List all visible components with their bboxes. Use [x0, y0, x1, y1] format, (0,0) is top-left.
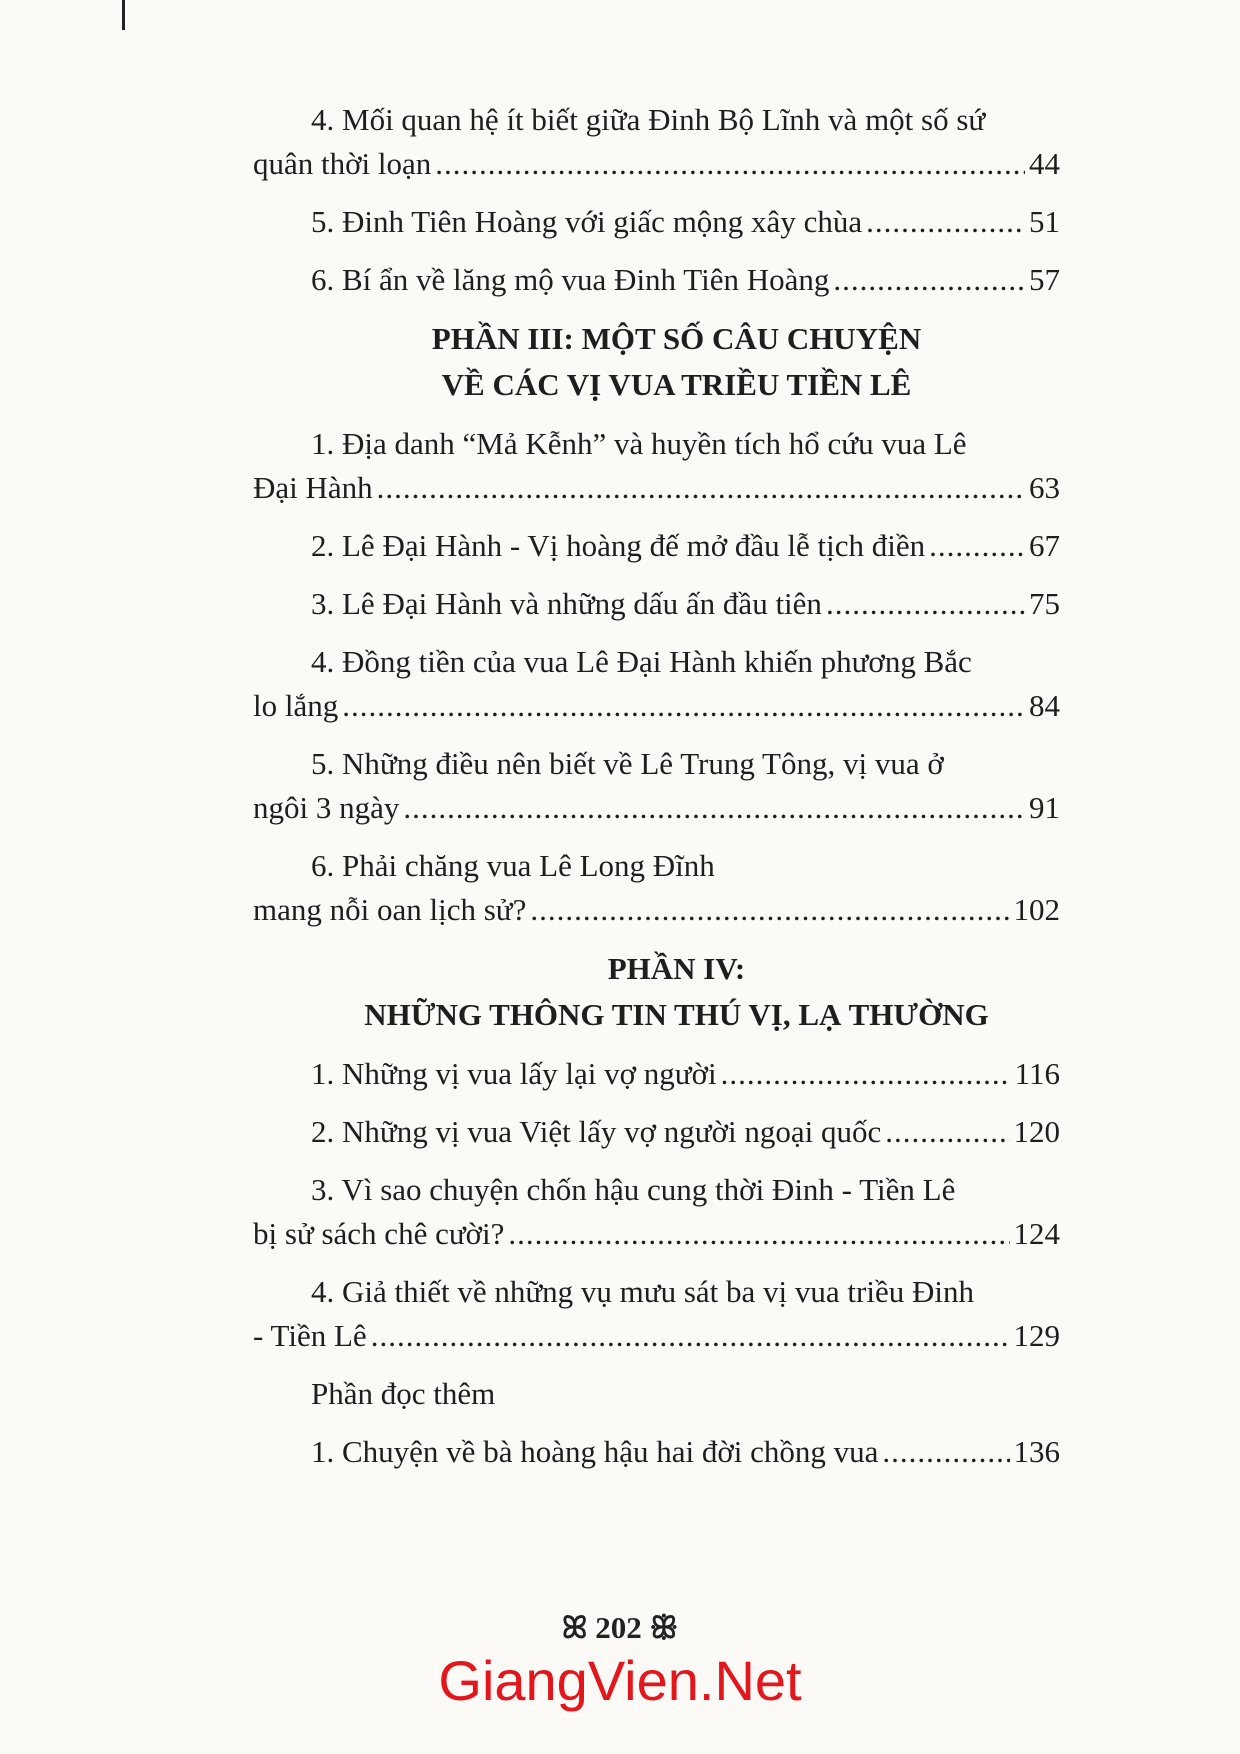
part-4-heading-line1: PHẦN IV: [607, 951, 746, 986]
toc-page-number: 44 [1029, 146, 1060, 181]
part-4-heading [253, 946, 1060, 1038]
toc-entry-title: 4. Mối quan hệ ít biết giữa Đinh Bộ Lĩnh và một số sứ [311, 102, 986, 137]
toc-entry-line [253, 142, 1060, 186]
dot-leader [885, 1110, 1009, 1154]
toc-entry [253, 844, 1060, 932]
toc-entry-title: 3. Vì sao chuyện chốn hậu cung thời Đinh - Tiền Lê [311, 1172, 956, 1207]
part-4-entries [253, 1052, 1060, 1358]
toc-entry-line [253, 582, 1060, 626]
toc-entry-line [253, 1110, 1060, 1154]
toc-entry [253, 1110, 1060, 1154]
toc-entry-title: lo lắng [253, 688, 339, 723]
toc-entry-line [253, 1270, 1060, 1314]
toc-entry-title: ngôi 3 ngày [253, 790, 400, 825]
extra-reading-heading: Phần đọc thêm [311, 1376, 496, 1411]
dot-leader [721, 1052, 1011, 1096]
toc-entry-title: 3. Lê Đại Hành và những dấu ấn đầu tiên [311, 586, 822, 621]
toc-page-number: 136 [1013, 1434, 1060, 1469]
dot-leader [826, 582, 1025, 626]
toc-entry [253, 98, 1060, 186]
toc-entry-line [253, 258, 1060, 302]
toc-entry [253, 524, 1060, 568]
toc-entry-line [253, 466, 1060, 510]
section-continued [253, 98, 1060, 302]
toc-entry-line [253, 200, 1060, 244]
dot-leader [403, 786, 1025, 830]
toc-entry [253, 1430, 1060, 1474]
toc-entry [253, 1052, 1060, 1096]
toc-page-number: 67 [1029, 528, 1060, 563]
toc-page-number: 129 [1013, 1318, 1060, 1353]
spine-edge-mark [122, 0, 125, 30]
toc-entry-line [253, 888, 1060, 932]
dot-leader [929, 524, 1025, 568]
toc-entry [253, 422, 1060, 510]
part-3-heading-line2: VỀ CÁC VỊ VUA TRIỀU TIỀN LÊ [441, 367, 912, 402]
toc-entry [253, 1270, 1060, 1358]
toc-entry [253, 200, 1060, 244]
toc-entry-line [253, 1212, 1060, 1256]
toc-entry-title: mang nỗi oan lịch sử? [253, 892, 527, 927]
toc-entry-title: 6. Bí ẩn về lăng mộ vua Đinh Tiên Hoàng [311, 262, 830, 297]
toc-page-number: 75 [1029, 586, 1060, 621]
toc-entry-title: 2. Lê Đại Hành - Vị hoàng đế mở đầu lễ tịch điền [311, 528, 926, 563]
toc-entry-title: bị sử sách chê cười? [253, 1216, 505, 1251]
watermark: GiangVien.Net [438, 1649, 802, 1712]
table-of-contents [253, 98, 1060, 1488]
toc-page-number: 102 [1013, 892, 1060, 927]
toc-entry-title: Đại Hành [253, 470, 373, 505]
toc-page-number: 63 [1029, 470, 1060, 505]
toc-entry-line [253, 1314, 1060, 1358]
toc-entry-line [253, 786, 1060, 830]
toc-page-number: 84 [1029, 688, 1060, 723]
dot-leader [435, 142, 1025, 186]
toc-page-number: 124 [1013, 1216, 1060, 1251]
extra-reading-entries [253, 1430, 1060, 1474]
toc-entry-title: 4. Đồng tiền của vua Lê Đại Hành khiến phương Bắc [311, 644, 972, 679]
part-3-heading-line1: PHẦN III: MỘT SỐ CÂU CHUYỆN [431, 321, 922, 356]
dot-leader [530, 888, 1009, 932]
toc-entry [253, 640, 1060, 728]
toc-entry-line [253, 524, 1060, 568]
dot-leader [508, 1212, 1009, 1256]
toc-entry [253, 582, 1060, 626]
toc-entry-title: 1. Chuyện về bà hoàng hậu hai đời chồng vua [311, 1434, 879, 1469]
toc-entry-title: - Tiền Lê [253, 1318, 367, 1353]
part-3-entries [253, 422, 1060, 932]
toc-entry [253, 258, 1060, 302]
dot-leader [342, 684, 1025, 728]
part-4-heading-line2: NHỮNG THÔNG TIN THÚ VỊ, LẠ THƯỜNG [364, 997, 989, 1032]
dot-leader [866, 200, 1025, 244]
toc-entry [253, 1168, 1060, 1256]
part-3-heading [253, 316, 1060, 408]
toc-entry-line [253, 684, 1060, 728]
toc-entry-line [253, 98, 1060, 142]
toc-entry-title: quân thời loạn [253, 146, 432, 181]
toc-entry-line [253, 422, 1060, 466]
dot-leader [882, 1430, 1009, 1474]
page-number: ꕤ 202 ꕥ [561, 1610, 679, 1645]
toc-entry-title: 1. Những vị vua lấy lại vợ người [311, 1056, 717, 1091]
toc-page-number: 57 [1029, 262, 1060, 297]
dot-leader [371, 1314, 1010, 1358]
toc-page-number: 116 [1014, 1056, 1060, 1091]
toc-entry-line [253, 844, 1060, 888]
toc-entry-title: 5. Đinh Tiên Hoàng với giấc mộng xây chùa [311, 204, 863, 239]
dot-leader [377, 466, 1025, 510]
dot-leader [833, 258, 1025, 302]
toc-entry-line [253, 742, 1060, 786]
toc-entry-title: 5. Những điều nên biết về Lê Trung Tông, vị vua ở [311, 746, 944, 781]
toc-entry-line [253, 1168, 1060, 1212]
toc-entry-title: 2. Những vị vua Việt lấy vợ người ngoại quốc [311, 1114, 882, 1149]
toc-entry-title: 1. Địa danh “Mả Kễnh” và huyền tích hổ cứu vua Lê [311, 426, 967, 461]
toc-page-number: 91 [1029, 790, 1060, 825]
toc-entry [253, 742, 1060, 830]
toc-page-number: 51 [1029, 204, 1060, 239]
toc-entry-line [253, 1052, 1060, 1096]
toc-entry-line [253, 640, 1060, 684]
toc-entry-line [253, 1430, 1060, 1474]
toc-entry-title: 6. Phải chăng vua Lê Long Đĩnh [311, 848, 715, 883]
toc-page-number: 120 [1013, 1114, 1060, 1149]
toc-entry-title: 4. Giả thiết về những vụ mưu sát ba vị vua triều Đinh [311, 1274, 974, 1309]
